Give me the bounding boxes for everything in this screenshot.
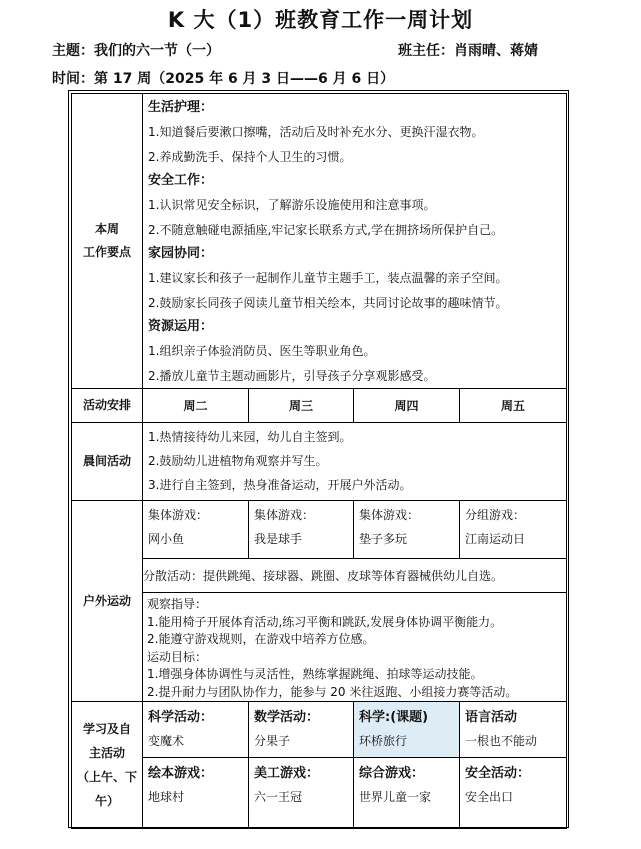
day-header: 周三 bbox=[249, 389, 354, 423]
activity-cell bbox=[249, 702, 354, 758]
activity-name: 安全出口 bbox=[465, 790, 514, 804]
learning-label-line: （上午、下 bbox=[76, 770, 137, 784]
safety-item: 2.不随意触碰电源插座,牢记家长联系方式,学在拥挤场所保护自己。 bbox=[148, 222, 504, 237]
home-coop-heading: 家园协同： bbox=[148, 246, 214, 261]
game-type: 分组游戏： bbox=[465, 508, 526, 522]
game-type: 集体游戏： bbox=[254, 508, 315, 522]
learning-row-2 bbox=[72, 758, 567, 829]
activity-type: 语言活动 bbox=[465, 710, 518, 725]
weekly-label-line2: 工作要点 bbox=[82, 245, 131, 259]
game-cell bbox=[460, 501, 567, 559]
weekly-plan-table bbox=[71, 93, 567, 829]
topic-text: 主题：我们的六一节（一） bbox=[52, 43, 220, 59]
activity-cell bbox=[460, 702, 567, 758]
learning-label bbox=[72, 702, 143, 829]
game-name: 江南运动日 bbox=[465, 532, 526, 546]
safety-heading: 安全工作： bbox=[148, 173, 214, 188]
game-cell bbox=[354, 501, 460, 559]
game-name: 垫子多玩 bbox=[359, 532, 408, 546]
game-name: 我是球手 bbox=[254, 532, 303, 546]
activity-cell bbox=[460, 758, 567, 829]
weekly-points-content bbox=[143, 94, 567, 389]
resource-item: 2.播放儿童节主题动画影片，引导孩子分享观影感受。 bbox=[148, 368, 436, 383]
guide-item: 1.能用椅子开展体育活动,练习平衡和跳跃,发展身体协调平衡能力。 bbox=[147, 614, 503, 629]
outdoor-guide-row bbox=[72, 593, 567, 702]
page-title: K 大（1）班教育工作一周计划 bbox=[167, 8, 474, 32]
morning-item: 1.热情接待幼儿来园，幼儿自主签到。 bbox=[148, 430, 352, 444]
guide-item: 2.能遵守游戏规则，在游戏中培养方位感。 bbox=[147, 632, 375, 646]
activity-name: 变魔术 bbox=[148, 734, 185, 748]
activity-type: 综合游戏： bbox=[359, 766, 425, 781]
activity-type: 科学:(课题) bbox=[359, 710, 429, 725]
weekly-points-label bbox=[72, 94, 143, 389]
resource-item: 1.组织亲子体验消防员、医生等职业角色。 bbox=[148, 344, 376, 358]
teacher-text: 班主任：肖雨晴、蒋婧 bbox=[398, 43, 538, 59]
resource-heading: 资源运用： bbox=[148, 319, 214, 334]
learning-label-line: 主活动 bbox=[88, 746, 125, 760]
weekly-points-row bbox=[72, 94, 567, 389]
activity-name: 分果子 bbox=[254, 734, 291, 748]
activity-cell bbox=[249, 758, 354, 829]
outdoor-label: 户外运动 bbox=[72, 501, 143, 702]
outdoor-guide bbox=[143, 593, 567, 702]
morning-content bbox=[143, 423, 567, 501]
time-text: 时间：第 17 周（2025 年 6 月 3 日——6 月 6 日） bbox=[52, 71, 395, 87]
guide-heading: 观察指导： bbox=[147, 597, 208, 611]
activity-name: 地球村 bbox=[148, 790, 185, 804]
activity-type: 绘本游戏： bbox=[148, 766, 214, 781]
morning-item: 2.鼓励幼儿进植物角观察并写生。 bbox=[148, 454, 328, 468]
home-coop-item: 1.建议家长和孩子一起制作儿童节主题手工，装点温馨的亲子空间。 bbox=[148, 271, 508, 285]
activity-name: 世界儿童一家 bbox=[359, 790, 432, 804]
game-name: 网小鱼 bbox=[148, 532, 185, 546]
morning-label: 晨间活动 bbox=[72, 423, 143, 501]
day-header: 周五 bbox=[460, 389, 567, 423]
game-cell bbox=[143, 501, 249, 559]
game-type: 集体游戏： bbox=[359, 508, 420, 522]
weekly-label-line1: 本周 bbox=[94, 222, 119, 236]
learning-label-line: 午） bbox=[94, 794, 119, 808]
safety-item: 1.认识常见安全标识，了解游乐设施使用和注意事项。 bbox=[148, 198, 436, 212]
schedule-header-row bbox=[72, 389, 567, 423]
activity-cell bbox=[354, 758, 460, 829]
activity-type: 数学活动： bbox=[254, 710, 320, 725]
activity-cell bbox=[143, 702, 249, 758]
activity-name: 六一王冠 bbox=[254, 790, 303, 804]
goal-item: 1.增强身体协调性与灵活性，熟练掌握跳绳、拍球等运动技能。 bbox=[147, 667, 483, 681]
game-type: 集体游戏： bbox=[148, 508, 209, 522]
activity-type: 美工游戏： bbox=[254, 766, 320, 781]
activity-cell bbox=[143, 758, 249, 829]
activity-cell-highlighted bbox=[354, 702, 460, 758]
life-care-item: 2.养成勤洗手、保持个人卫生的习惯。 bbox=[148, 149, 352, 164]
schedule-label: 活动安排 bbox=[72, 389, 143, 423]
goal-item: 2.提升耐力与团队协作力，能参与 20 米往返跑、小组接力赛等活动。 bbox=[147, 684, 518, 699]
game-cell bbox=[249, 501, 354, 559]
activity-type: 安全活动： bbox=[465, 766, 531, 781]
outdoor-scatter-row bbox=[72, 559, 567, 593]
scatter-activity: 分散活动：提供跳绳、接球器、跳圈、皮球等体育器械供幼儿自选。 bbox=[143, 559, 567, 593]
day-header: 周二 bbox=[143, 389, 249, 423]
outdoor-games-row bbox=[72, 501, 567, 559]
day-header: 周四 bbox=[354, 389, 460, 423]
home-coop-item: 2.鼓励家长同孩子阅读儿童节相关绘本，共同讨论故事的趣味情节。 bbox=[148, 295, 508, 310]
activity-type: 科学活动： bbox=[148, 710, 214, 725]
morning-row bbox=[72, 423, 567, 501]
activity-name: 环桥旅行 bbox=[359, 734, 408, 748]
morning-item: 3.进行自主签到，热身准备运动，开展户外活动。 bbox=[148, 478, 412, 492]
goal-heading: 运动目标： bbox=[147, 649, 208, 664]
learning-label-line: 学习及自 bbox=[82, 722, 131, 736]
activity-name: 一根也不能动 bbox=[465, 734, 538, 748]
life-care-heading: 生活护理： bbox=[148, 100, 214, 115]
life-care-item: 1.知道餐后要漱口擦嘴，活动后及时补充水分、更换汗湿衣物。 bbox=[148, 125, 484, 139]
learning-row-1 bbox=[72, 702, 567, 758]
